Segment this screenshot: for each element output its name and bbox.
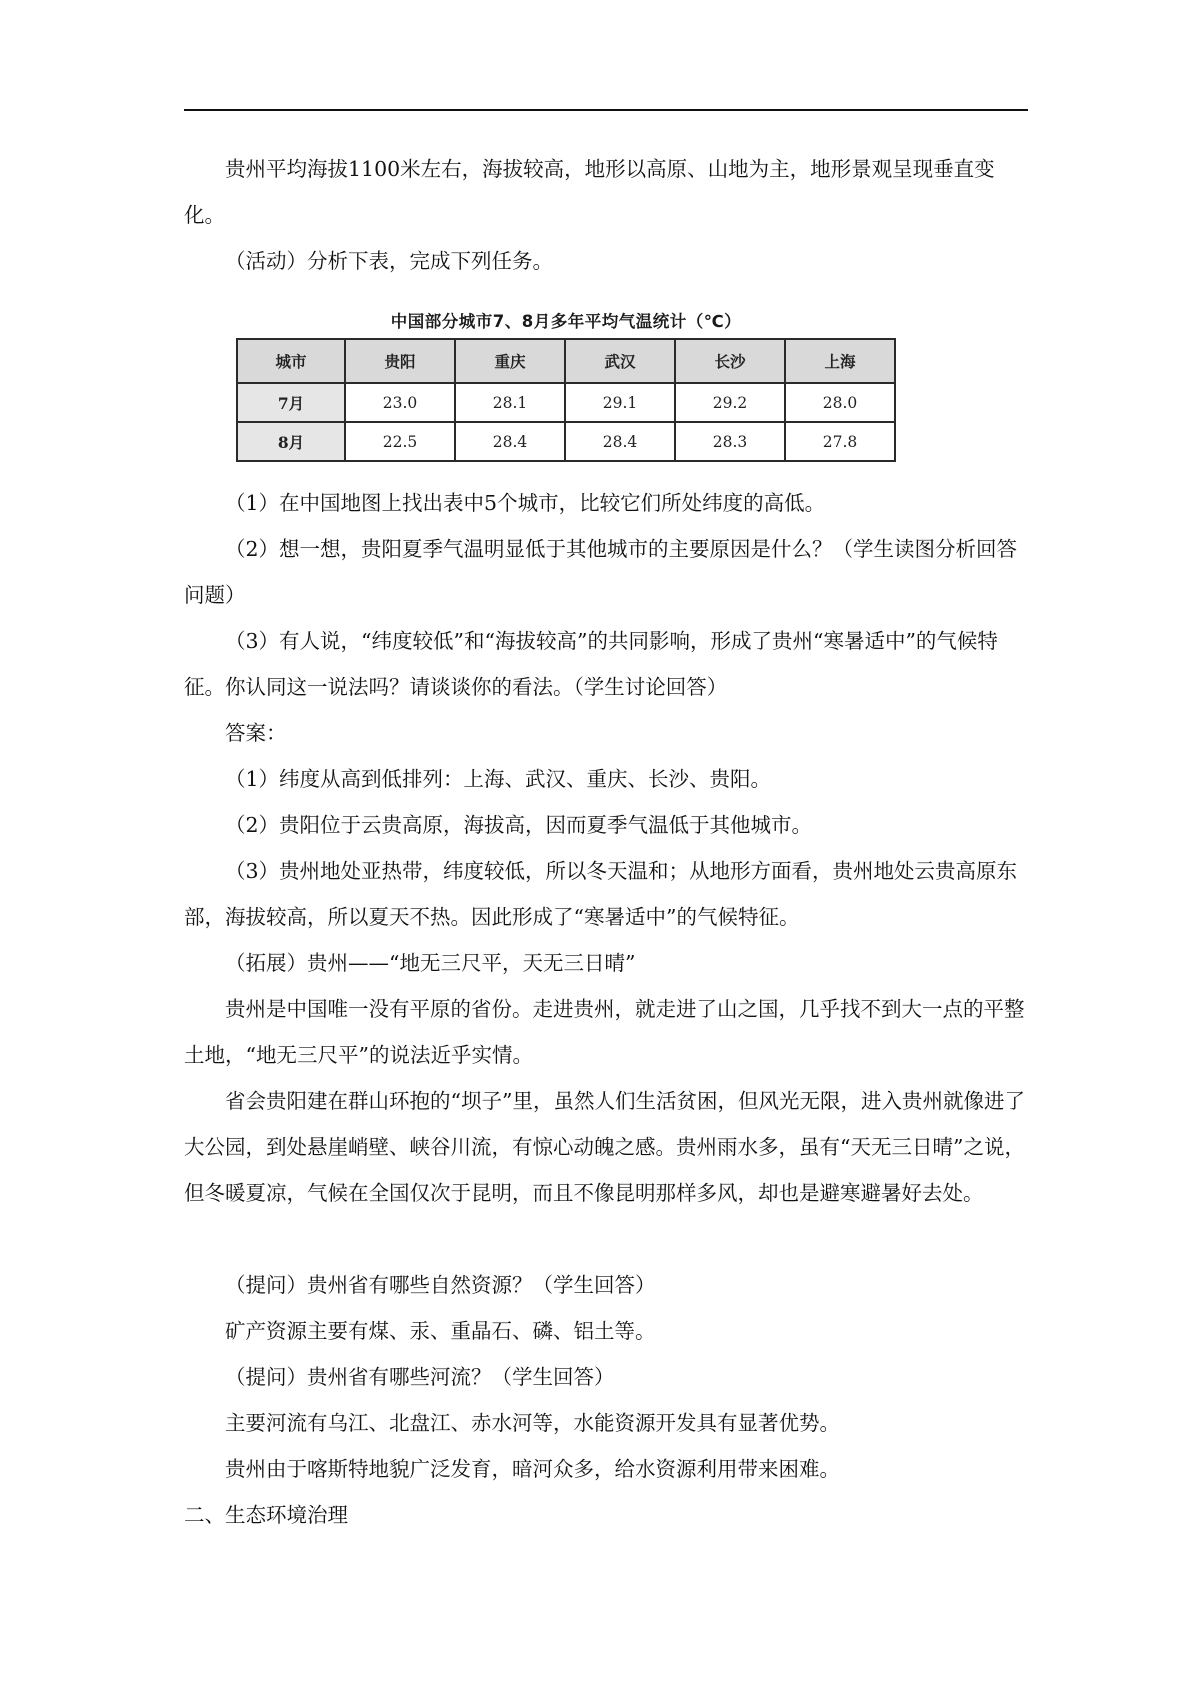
question-2: （2）想一想，贵阳夏季气温明显低于其他城市的主要原因是什么？（学生读图分析回答问题）	[184, 537, 1018, 607]
table-cell: 23.0	[345, 383, 455, 422]
extension-heading: （拓展）贵州——“地无三尺平，天无三日晴”	[225, 951, 636, 975]
header-cell: 重庆	[455, 339, 565, 383]
table-cell: 28.0	[785, 383, 895, 422]
header-cell: 上海	[785, 339, 895, 383]
question-3: （3）有人说，“纬度较低”和“海拔较高”的共同影响，形成了贵州“寒暑适中”的气候特征。你认同这一说法吗？请谈谈你的看法。（学生讨论回答）	[184, 629, 998, 699]
table-row	[237, 383, 895, 422]
question-resources: （提问）贵州省有哪些自然资源？（学生回答）	[225, 1273, 656, 1297]
table-row	[237, 422, 895, 461]
header-cell: 贵阳	[345, 339, 455, 383]
row-label: 7月	[237, 383, 345, 422]
paragraph-guiyang: 省会贵阳建在群山环抱的“坝子”里，虽然人们生活贫困，但风光无限，进入贵州就像进了大公园，到处悬崖峭壁、峡谷川流，有惊心动魄之感。贵州雨水多，虽有“天无三日晴”之说，但冬暖夏凉，气候在全国仅次于昆明，而且不像昆明那样多风，却也是避寒避暑好去处。	[184, 1089, 1025, 1205]
question-1: （1）在中国地图上找出表中5个城市，比较它们所处纬度的高低。	[225, 491, 826, 515]
paragraph-altitude: 贵州平均海拔1100米左右，海拔较高，地形以高原、山地为主，地形景观呈现垂直变化。	[184, 157, 995, 227]
table-title: 中国部分城市7、8月多年平均气温统计（℃）	[390, 312, 742, 331]
answer-heading: 答案：	[225, 721, 287, 745]
paragraph-rivers: 主要河流有乌江、北盘江、赤水河等，水能资源开发具有显著优势。	[225, 1411, 840, 1435]
paragraph-minerals: 矿产资源主要有煤、汞、重晶石、磷、铝土等。	[225, 1319, 656, 1343]
header-cell: 武汉	[565, 339, 675, 383]
table-cell: 28.4	[455, 422, 565, 461]
answer-3: （3）贵州地处亚热带，纬度较低，所以冬天温和；从地形方面看，贵州地处云贵高原东部，海拔较高，所以夏天不热。因此形成了“寒暑适中”的气候特征。	[184, 859, 1018, 929]
paragraph-karst: 贵州由于喀斯特地貌广泛发育，暗河众多，给水资源利用带来困难。	[225, 1457, 840, 1481]
table-cell: 28.1	[455, 383, 565, 422]
answer-2: （2）贵阳位于云贵高原，海拔高，因而夏季气温低于其他城市。	[225, 813, 813, 837]
table-cell: 28.3	[675, 422, 785, 461]
paragraph-activity: （活动）分析下表，完成下列任务。	[225, 249, 553, 273]
table-cell: 27.8	[785, 422, 895, 461]
question-rivers: （提问）贵州省有哪些河流？（学生回答）	[225, 1365, 615, 1389]
table-cell: 29.1	[565, 383, 675, 422]
table-cell: 22.5	[345, 422, 455, 461]
header-cell: 城市	[237, 339, 345, 383]
table-cell: 28.4	[565, 422, 675, 461]
row-label: 8月	[237, 422, 345, 461]
table-header-row	[237, 339, 895, 383]
table-cell: 29.2	[675, 383, 785, 422]
header-rule	[184, 109, 1028, 111]
paragraph-no-plains: 贵州是中国唯一没有平原的省份。走进贵州，就走进了山之国，几乎找不到大一点的平整土地，“地无三尺平”的说法近乎实情。	[184, 997, 1025, 1067]
temperature-table	[236, 338, 896, 462]
answer-1: （1）纬度从高到低排列：上海、武汉、重庆、长沙、贵阳。	[225, 767, 772, 791]
section-heading: 二、生态环境治理	[184, 1503, 348, 1527]
header-cell: 长沙	[675, 339, 785, 383]
